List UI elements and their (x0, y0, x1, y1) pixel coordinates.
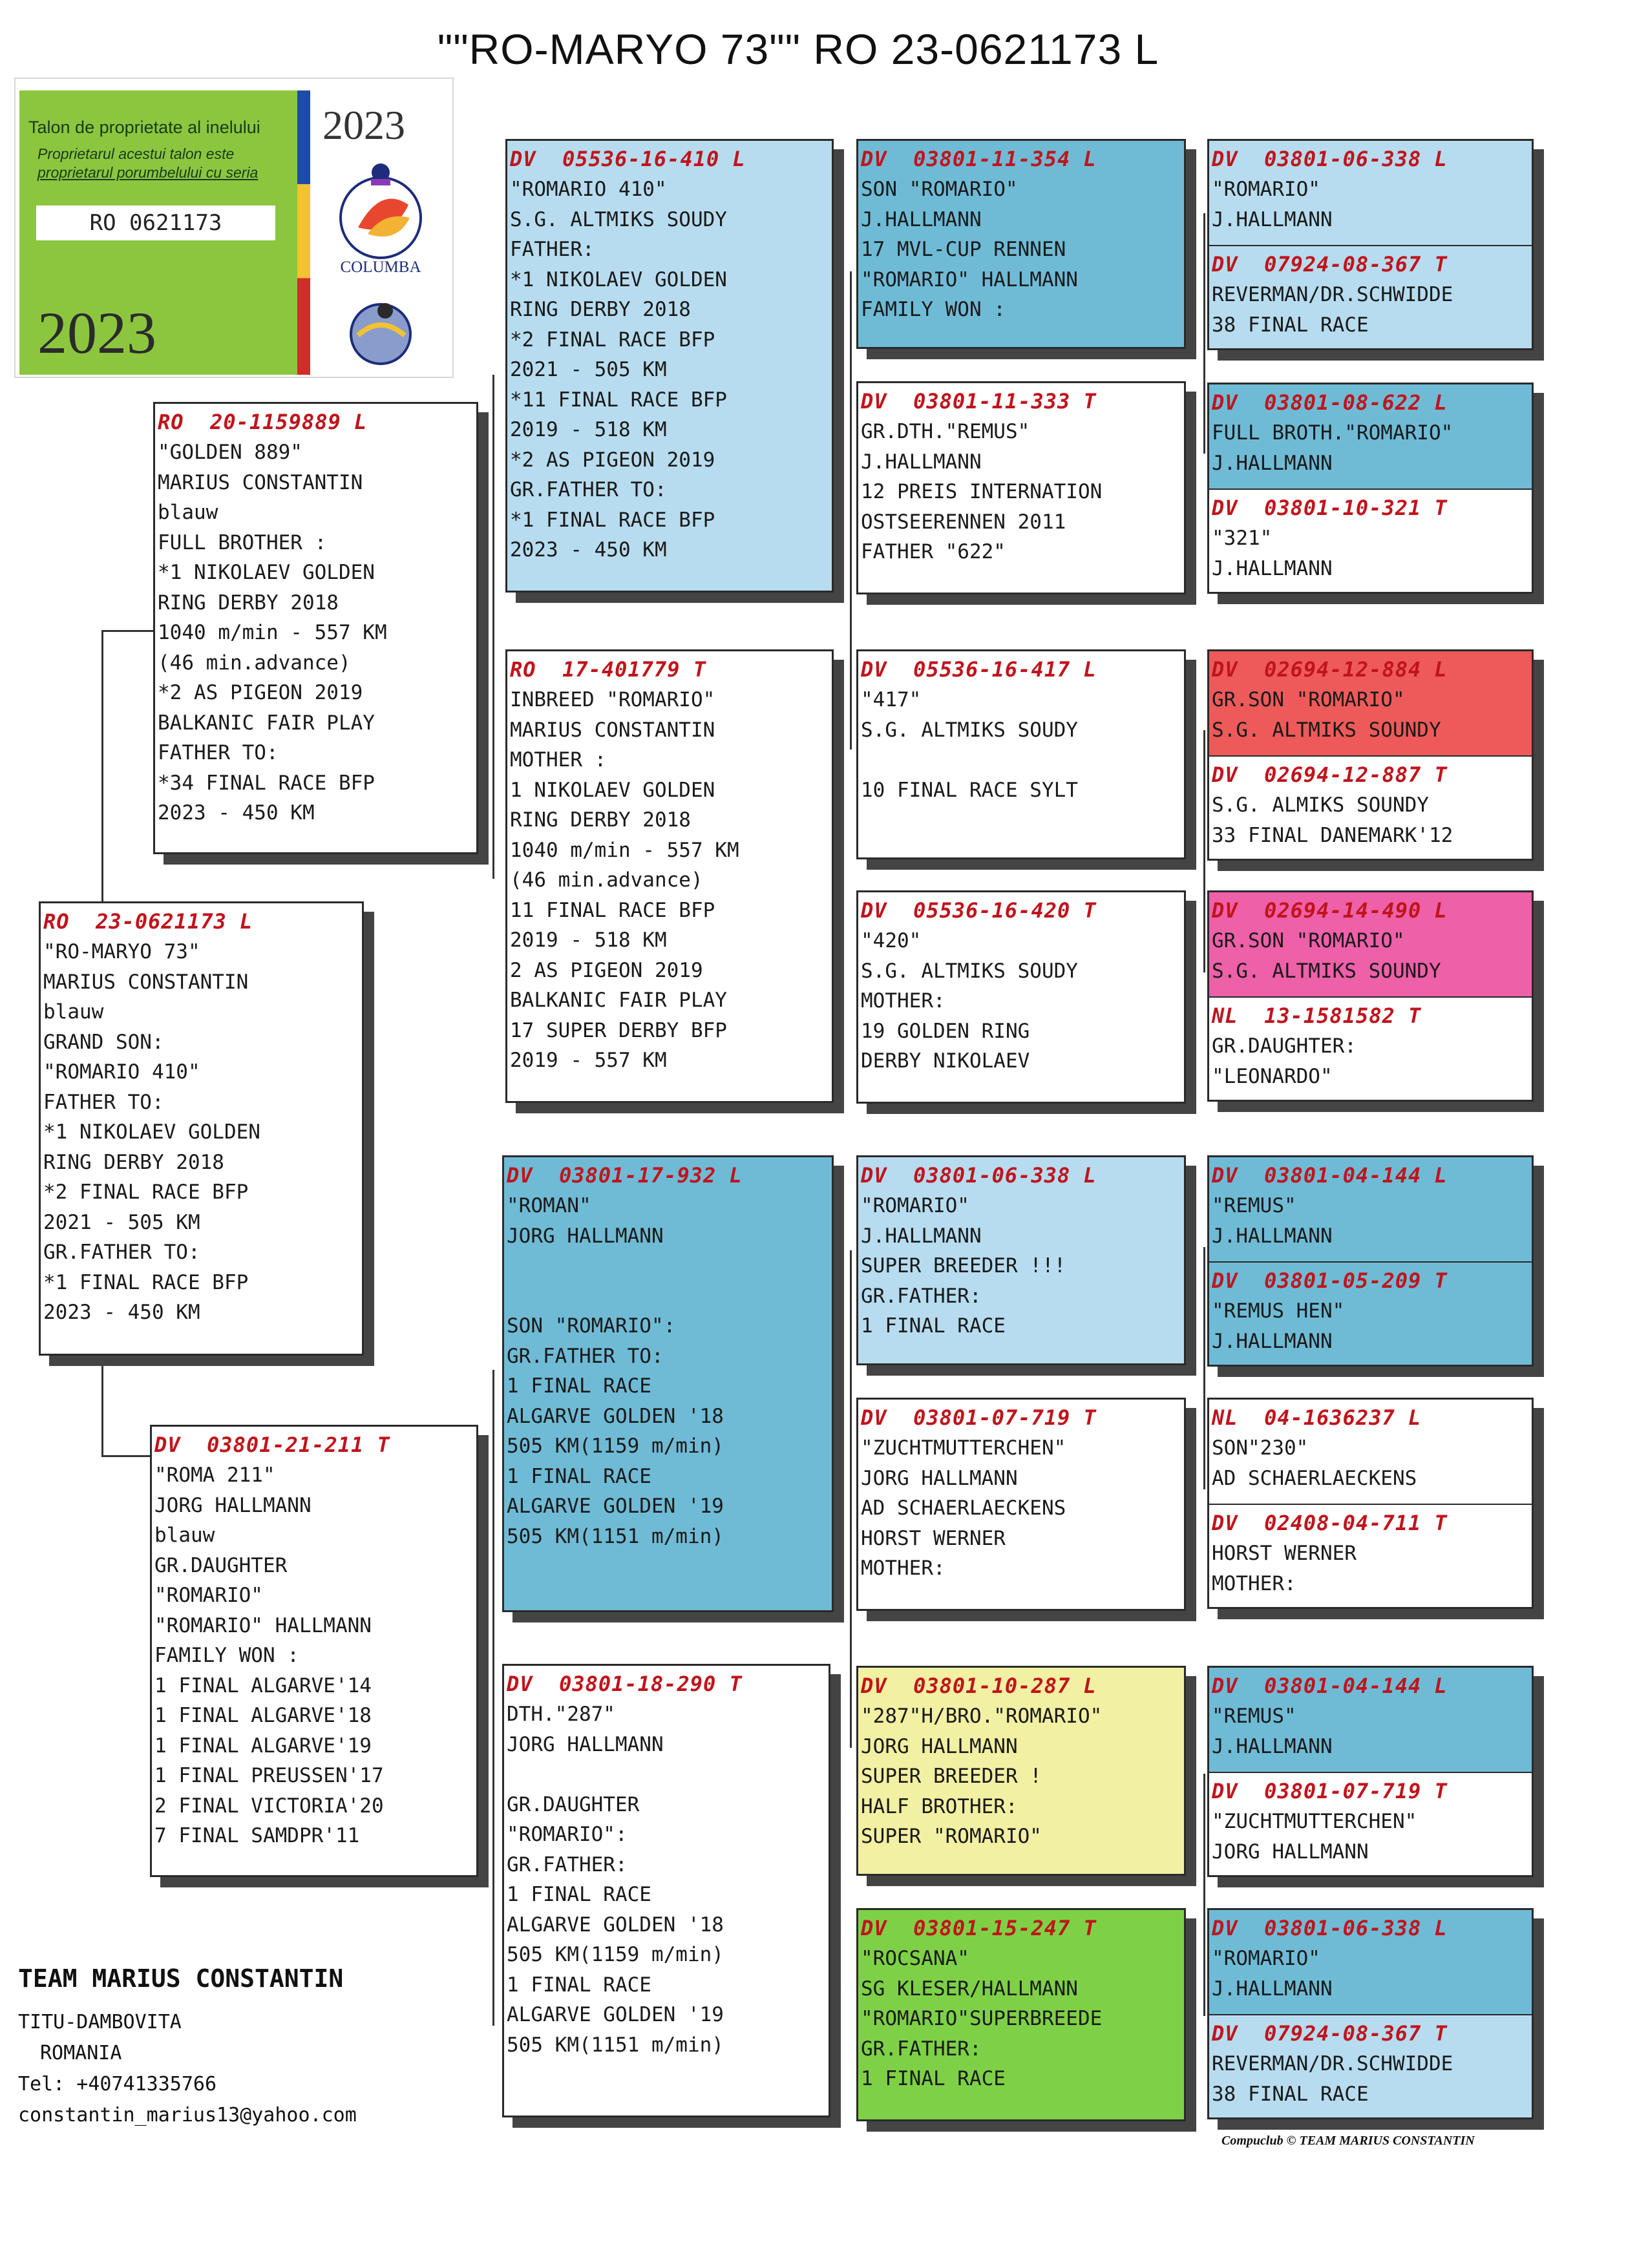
connector-line (101, 1455, 153, 1457)
box-line: GR.SON "ROMARIO" (1212, 929, 1405, 952)
box-line: S.G. ALTMIKS SOUDY (861, 718, 1078, 742)
box-line: J.HALLMANN (1212, 1329, 1333, 1353)
box-lines (1212, 523, 1529, 583)
box-line: BALKANIC FAIR PLAY (510, 989, 727, 1012)
ring-number: DV 05536-16-417 L (861, 657, 1097, 682)
connector-line (850, 271, 852, 750)
pedigree-box-ds (502, 1155, 834, 1612)
box-lines (861, 174, 1181, 325)
box-line: MARIUS CONSTANTIN (158, 470, 363, 494)
box-lines (1212, 2049, 1529, 2109)
box-line: JORG HALLMANN (1212, 1840, 1369, 1864)
box-line: blauw (43, 1000, 104, 1024)
card-logo-text: COLUMBA (340, 258, 421, 276)
box-line: JORG HALLMANN (507, 1732, 664, 1756)
ring-number: DV 02694-12-887 T (1212, 762, 1448, 787)
box-line: *2 FINAL RACE BFP (510, 328, 715, 352)
box-line: SUPER BREEDER !!! (861, 1254, 1066, 1277)
box-line: MARIUS CONSTANTIN (510, 718, 715, 742)
pedigree-box-subject (39, 901, 364, 1356)
card-year-small: 2023 (322, 102, 405, 148)
pedigree-box-g1 (1207, 139, 1534, 350)
pedigree-box-g5 (1207, 1155, 1534, 1367)
box-line: DERBY NIKOLAEV (861, 1049, 1030, 1073)
box-line: GR.SON "ROMARIO" (1212, 688, 1405, 711)
ring-number: RO 20-1159889 L (158, 410, 368, 434)
connector-line (492, 375, 494, 879)
box-lower (1209, 246, 1532, 348)
box-line: MOTHER: (1212, 1571, 1296, 1595)
box-line: "RO-MARYO 73" (43, 940, 200, 963)
box-line: OSTSEERENNEN 2011 (861, 510, 1066, 534)
box-lines (861, 1944, 1181, 2094)
columba-emblem-icon (332, 153, 429, 269)
box-line: FAMILY WON : (154, 1644, 299, 1667)
box-lower (1209, 757, 1532, 859)
box-line: J.HALLMANN (1212, 556, 1333, 580)
card-text-line2: proprietarul porumbelului cu seria (37, 164, 259, 181)
box-line: 2023 - 450 KM (43, 1301, 200, 1324)
box-line: "REMUS HEN" (1212, 1299, 1345, 1323)
box-line: AD SCHAERLAECKENS (861, 1496, 1066, 1520)
box-line: GR.FATHER: (507, 1853, 628, 1876)
box-line: BALKANIC FAIR PLAY (158, 711, 375, 735)
pedigree-box-ss (505, 139, 834, 593)
box-lines (861, 417, 1181, 567)
box-lines (861, 926, 1181, 1076)
box-line: 2023 - 450 KM (510, 538, 667, 562)
ring-number: DV 03801-05-209 T (1212, 1268, 1448, 1293)
box-line: "321" (1212, 527, 1273, 550)
box-line: DTH."287" (507, 1703, 615, 1726)
box-upper (1209, 1400, 1532, 1506)
box-lines (1212, 1296, 1529, 1356)
box-line: *1 FINAL RACE BFP (510, 508, 715, 532)
team-name: TEAM MARIUS CONSTANTIN (18, 1964, 344, 1993)
pedigree-box-sds (856, 649, 1186, 859)
ring-number: DV 03801-17-932 L (507, 1163, 743, 1188)
box-line: FULL BROTHER : (158, 530, 327, 554)
ring-number: RO 23-0621173 L (43, 909, 253, 934)
box-line: GR.FATHER TO: (43, 1241, 200, 1264)
contact-city: TITU-DAMBOVITA (18, 2011, 182, 2033)
box-lines (1212, 1538, 1529, 1599)
ring-number: DV 03801-04-144 L (1212, 1163, 1448, 1188)
box-line: 1 FINAL ALGARVE'18 (154, 1704, 372, 1727)
box-line: REVERMAN/DR.SCHWIDDE (1212, 283, 1453, 306)
box-lines (1212, 1701, 1529, 1761)
box-line: "ROMARIO" (861, 1194, 969, 1217)
box-line: FATHER "622" (861, 540, 1006, 563)
ring-number: DV 03801-08-622 L (1212, 390, 1448, 415)
ring-number: DV 07924-08-367 T (1212, 252, 1448, 277)
box-line: 2021 - 505 KM (510, 358, 667, 381)
box-line: "420" (861, 929, 922, 952)
box-line: 19 GOLDEN RING (861, 1019, 1030, 1043)
box-line: J.HALLMANN (1212, 207, 1333, 231)
ring-number: DV 03801-06-338 L (1212, 1916, 1448, 1940)
box-lower (1209, 1263, 1532, 1365)
box-line: 1 FINAL RACE (507, 1883, 651, 1906)
ring-number: DV 05536-16-410 L (510, 147, 746, 171)
box-line: S.G. ALMIKS SOUNDY (1212, 793, 1429, 817)
box-line: JORG HALLMANN (507, 1224, 664, 1248)
box-line: 2019 - 518 KM (510, 418, 667, 441)
box-line: J.HALLMANN (1212, 1734, 1333, 1758)
box-line: HORST WERNER (861, 1526, 1006, 1550)
ring-number: NL 04-1636237 L (1212, 1405, 1422, 1430)
box-line: 2019 - 518 KM (510, 929, 667, 952)
box-lines (861, 1433, 1181, 1584)
box-line: SUPER "ROMARIO" (861, 1825, 1042, 1848)
box-line: GR.DAUGHTER: (1212, 1034, 1357, 1058)
box-line: J.HALLMANN (861, 1224, 982, 1248)
box-line: INBREED "ROMARIO" (510, 688, 715, 711)
box-line: 7 FINAL SAMDPR'11 (154, 1824, 360, 1847)
pedigree-box-g8 (1207, 1908, 1534, 2119)
box-line: FATHER: (510, 238, 595, 261)
box-lines (158, 437, 474, 828)
pedigree-box-sire (153, 402, 478, 854)
box-lower (1209, 2015, 1532, 2117)
box-line: "ROMAN" (507, 1194, 591, 1217)
ring-number: DV 03801-11-354 L (861, 147, 1097, 171)
box-lines (1212, 790, 1529, 850)
ring-number: DV 03801-21-211 T (154, 1433, 390, 1457)
ring-number: RO 17-401779 T (510, 657, 706, 682)
box-line: RING DERBY 2018 (43, 1150, 224, 1174)
fcr-logo-icon (332, 295, 429, 366)
box-line: *2 AS PIGEON 2019 (510, 448, 715, 472)
box-line: "ROMARIO" (154, 1584, 263, 1607)
box-line: 12 PREIS INTERNATION (861, 480, 1103, 503)
ring-number: DV 02408-04-711 T (1212, 1511, 1448, 1535)
box-upper (1209, 892, 1532, 999)
box-line: RING DERBY 2018 (158, 591, 339, 614)
box-line: 2023 - 450 KM (158, 801, 315, 824)
box-line: FAMILY WON : (861, 298, 1006, 321)
box-line: 38 FINAL RACE (1212, 313, 1369, 337)
box-line: "ROMARIO"SUPERBREEDE (861, 2007, 1103, 2030)
box-lower (1209, 1505, 1532, 1607)
card-ring-number: RO 0621173 (36, 205, 275, 240)
box-lines (861, 685, 1181, 805)
box-lines (510, 685, 829, 1076)
box-lines (861, 1191, 1181, 1341)
box-line (507, 1281, 829, 1312)
ring-number: DV 03801-10-321 T (1212, 496, 1448, 520)
pedigree-box-sd (505, 649, 834, 1103)
pedigree-box-g6 (1207, 1398, 1534, 1609)
box-lines (1212, 926, 1529, 986)
box-line: *1 FINAL RACE BFP (43, 1270, 249, 1294)
box-line: GR.FATHER: (861, 1284, 982, 1308)
box-lower (1209, 490, 1532, 592)
box-line: 11 FINAL RACE BFP (510, 898, 715, 922)
box-line: S.G. ALTMIKS SOUDY (510, 207, 727, 231)
ring-number: DV 03801-06-338 L (861, 1163, 1097, 1188)
pedigree-box-sdd (856, 890, 1186, 1104)
box-lines (43, 937, 359, 1328)
contact-email: constantin_marius13@yahoo.com (18, 2104, 357, 2126)
connector-line (1203, 1247, 1205, 1489)
box-line: 1 FINAL RACE (861, 1314, 1006, 1338)
box-line: 1 NIKOLAEV GOLDEN (510, 778, 715, 802)
box-line: J.HALLMANN (1212, 1224, 1333, 1248)
box-lines (1212, 1191, 1529, 1251)
box-line: blauw (158, 501, 218, 524)
box-line: *1 NIKOLAEV GOLDEN (158, 561, 375, 584)
box-line: 10 FINAL RACE SYLT (861, 778, 1078, 802)
page-title: ""RO-MARYO 73"" RO 23-0621173 L (437, 25, 1159, 73)
box-line: "ROMA 211" (154, 1464, 275, 1487)
connector-line (850, 1250, 852, 1748)
box-line: S.G. ALTMIKS SOUNDY (1212, 959, 1441, 983)
box-line: SON "ROMARIO" (861, 178, 1018, 201)
box-lines (1212, 1807, 1529, 1867)
pedigree-box-dam (150, 1425, 478, 1877)
box-lower (1209, 998, 1532, 1100)
box-line: 17 MVL-CUP RENNEN (861, 238, 1066, 261)
contact-country: ROMANIA (40, 2042, 122, 2064)
box-line: "ROMARIO" HALLMANN (154, 1613, 372, 1637)
box-lines (1212, 685, 1529, 745)
box-line: J.HALLMANN (861, 207, 982, 231)
box-line: "ZUCHTMUTTERCHEN" (861, 1436, 1066, 1460)
ring-number: DV 03801-04-144 L (1212, 1674, 1448, 1698)
box-line: 1040 m/min - 557 KM (158, 621, 387, 644)
box-upper (1209, 1668, 1532, 1774)
box-line: ALGARVE GOLDEN '18 (507, 1913, 724, 1937)
box-line: GR.FATHER: (861, 2037, 982, 2061)
ring-number: NL 13-1581582 T (1212, 1003, 1422, 1028)
card-flag-stripe (297, 90, 310, 375)
box-upper (1209, 1157, 1532, 1264)
card-text (37, 145, 296, 182)
box-line (861, 745, 1181, 775)
box-line: ALGARVE GOLDEN '18 (507, 1404, 724, 1428)
pedigree-box-dds (856, 1666, 1186, 1876)
box-line: *1 NIKOLAEV GOLDEN (510, 268, 727, 291)
pedigree-box-sss (856, 139, 1186, 349)
box-line: FATHER TO: (158, 741, 279, 764)
box-lines (507, 1699, 826, 2060)
box-line: S.G. ALTMIKS SOUNDY (1212, 718, 1441, 742)
pedigree-box-dsd (856, 1398, 1186, 1611)
box-line: HALF BROTHER: (861, 1794, 1018, 1818)
ring-number: DV 03801-15-247 T (861, 1916, 1097, 1940)
box-line: SG KLESER/HALLMANN (861, 1977, 1078, 2000)
box-line: "GOLDEN 889" (158, 441, 302, 464)
ring-number: DV 03801-10-287 L (861, 1674, 1097, 1698)
box-line: GR.FATHER TO: (507, 1344, 664, 1368)
box-line: HORST WERNER (1212, 1542, 1357, 1565)
box-line: "287"H/BRO."ROMARIO" (861, 1705, 1103, 1728)
box-line: (46 min.advance) (158, 651, 351, 675)
box-line: J.HALLMANN (861, 450, 982, 474)
box-line: GRAND SON: (43, 1030, 164, 1054)
box-line: "ROCSANA" (861, 1947, 969, 1970)
box-line: "ROMARIO" HALLMANN (861, 268, 1078, 291)
pedigree-box-g3 (1207, 649, 1534, 861)
box-upper (1209, 384, 1532, 491)
box-lines (1212, 1433, 1529, 1493)
box-lines (1212, 418, 1529, 478)
card-text-line1: Proprietarul acestui talon este (37, 145, 235, 162)
box-line: FULL BROTH."ROMARIO" (1212, 421, 1453, 445)
box-lower (1209, 1773, 1532, 1875)
box-line: 2021 - 505 KM (43, 1210, 200, 1234)
box-line: 17 SUPER DERBY BFP (510, 1018, 727, 1042)
box-upper (1209, 651, 1532, 758)
ring-number: DV 02694-12-884 L (1212, 657, 1448, 682)
box-line: "ROMARIO" (1212, 178, 1320, 201)
box-line: 1 FINAL RACE (507, 1374, 651, 1398)
box-line: "ROMARIO": (507, 1823, 628, 1846)
box-line: 505 KM(1159 m/min) (507, 1434, 724, 1458)
box-line: JORG HALLMANN (861, 1466, 1018, 1490)
box-line: GR.DAUGHTER (154, 1553, 288, 1577)
card-year-big: 2023 (37, 300, 156, 366)
box-line: *2 AS PIGEON 2019 (158, 681, 363, 704)
box-line: 1040 m/min - 557 KM (510, 838, 739, 862)
ring-number: DV 03801-18-290 T (507, 1672, 743, 1696)
box-line: *1 NIKOLAEV GOLDEN (43, 1120, 260, 1144)
box-line: "REMUS" (1212, 1194, 1296, 1217)
ring-number: DV 03801-06-338 L (1212, 147, 1448, 171)
box-line: 505 KM(1159 m/min) (507, 1943, 724, 1966)
box-line: FATHER TO: (43, 1090, 164, 1114)
box-line: 2 AS PIGEON 2019 (510, 958, 703, 982)
box-lines (510, 174, 829, 565)
box-line: 505 KM(1151 m/min) (507, 2033, 724, 2057)
box-upper (1209, 141, 1532, 247)
box-line: SUPER BREEDER ! (861, 1765, 1042, 1788)
box-line: JORG HALLMANN (154, 1493, 312, 1517)
ring-number: DV 03801-11-333 T (861, 389, 1097, 414)
box-line: blauw (154, 1524, 215, 1547)
box-line: ALGARVE GOLDEN '19 (507, 1495, 724, 1518)
box-line: "ROMARIO" (1212, 1947, 1320, 1970)
box-line: 2019 - 557 KM (510, 1049, 667, 1072)
box-line: 2 FINAL VICTORIA'20 (154, 1794, 384, 1818)
box-line: REVERMAN/DR.SCHWIDDE (1212, 2052, 1453, 2075)
box-line: 505 KM(1151 m/min) (507, 1524, 724, 1548)
connector-line (101, 630, 153, 632)
box-lines (154, 1460, 474, 1851)
box-line: "REMUS" (1212, 1705, 1296, 1728)
card-title: Talon de proprietate al inelului (28, 118, 260, 137)
box-line: GR.DTH."REMUS" (861, 420, 1030, 443)
ring-number: DV 05536-16-420 T (861, 898, 1097, 923)
box-line: JORG HALLMANN (861, 1734, 1018, 1758)
box-line: *2 FINAL RACE BFP (43, 1181, 249, 1204)
box-line: 1 FINAL RACE (507, 1973, 651, 1997)
box-upper (1209, 1910, 1532, 2017)
ring-number: DV 03801-07-719 T (861, 1405, 1097, 1430)
pedigree-box-dss (856, 1155, 1186, 1365)
ring-number: DV 07924-08-367 T (1212, 2021, 1448, 2046)
box-line: 1 FINAL PREUSSEN'17 (154, 1764, 384, 1787)
box-line: RING DERBY 2018 (510, 808, 691, 832)
box-line: 38 FINAL RACE (1212, 2082, 1369, 2106)
pedigree-box-g2 (1207, 383, 1534, 594)
box-line: "ROMARIO 410" (43, 1060, 200, 1084)
pedigree-box-ddd (856, 1908, 1186, 2121)
box-line: 33 FINAL DANEMARK'12 (1212, 823, 1453, 847)
connector-line (1203, 213, 1205, 454)
box-line: J.HALLMANN (1212, 1977, 1333, 2000)
box-line: "ZUCHTMUTTERCHEN" (1212, 1810, 1417, 1833)
box-line: "ROMARIO 410" (510, 178, 667, 201)
box-line: MOTHER: (861, 989, 945, 1013)
box-lines (1212, 1031, 1529, 1091)
box-line: MOTHER : (510, 748, 607, 772)
box-line: *34 FINAL RACE BFP (158, 771, 375, 795)
box-line: SON"230" (1212, 1436, 1309, 1460)
ring-number: DV 03801-07-719 T (1212, 1779, 1448, 1803)
contact-phone: Tel: +40741335766 (18, 2073, 217, 2095)
box-line: GR.FATHER TO: (510, 478, 667, 501)
box-lines (507, 1191, 829, 1551)
compuclub-credit: Compuclub © TEAM MARIUS CONSTANTIN (1221, 2134, 1475, 2148)
box-line: 1 FINAL RACE (507, 1464, 651, 1488)
box-line: ALGARVE GOLDEN '19 (507, 2003, 724, 2026)
pedigree-box-g4 (1207, 890, 1534, 1102)
pedigree-box-ssd (856, 381, 1186, 594)
box-line: SON "ROMARIO": (507, 1314, 676, 1338)
box-lines (1212, 280, 1529, 340)
box-line: (46 min.advance) (510, 868, 703, 892)
box-line: J.HALLMANN (1212, 451, 1333, 475)
box-line: AD SCHAERLAECKENS (1212, 1466, 1417, 1490)
ring-number: DV 02694-14-490 L (1212, 898, 1448, 923)
box-line: MARIUS CONSTANTIN (43, 970, 249, 994)
box-line: "417" (861, 688, 922, 711)
box-lines (861, 1701, 1181, 1852)
box-line: RING DERBY 2018 (510, 298, 691, 321)
ownership-card (14, 78, 454, 378)
box-line: "LEONARDO" (1212, 1064, 1333, 1088)
box-line: GR.DAUGHTER (507, 1792, 640, 1816)
box-lines (1212, 174, 1529, 235)
pedigree-box-g7 (1207, 1666, 1534, 1877)
pedigree-box-dd (502, 1664, 830, 2117)
box-line: 1 FINAL ALGARVE'19 (154, 1734, 372, 1758)
connector-line (1203, 730, 1205, 972)
box-line (507, 1759, 826, 1790)
box-line: MOTHER: (861, 1557, 945, 1580)
box-line: 1 FINAL RACE (861, 2067, 1006, 2090)
box-line: *11 FINAL RACE BFP (510, 388, 727, 412)
box-lines (1212, 1944, 1529, 2004)
connector-line (492, 1370, 494, 2026)
box-line: 1 FINAL ALGARVE'14 (154, 1674, 372, 1697)
box-line (507, 1251, 829, 1281)
connector-line (1203, 1774, 1205, 2016)
box-line: S.G. ALTMIKS SOUDY (861, 959, 1078, 983)
